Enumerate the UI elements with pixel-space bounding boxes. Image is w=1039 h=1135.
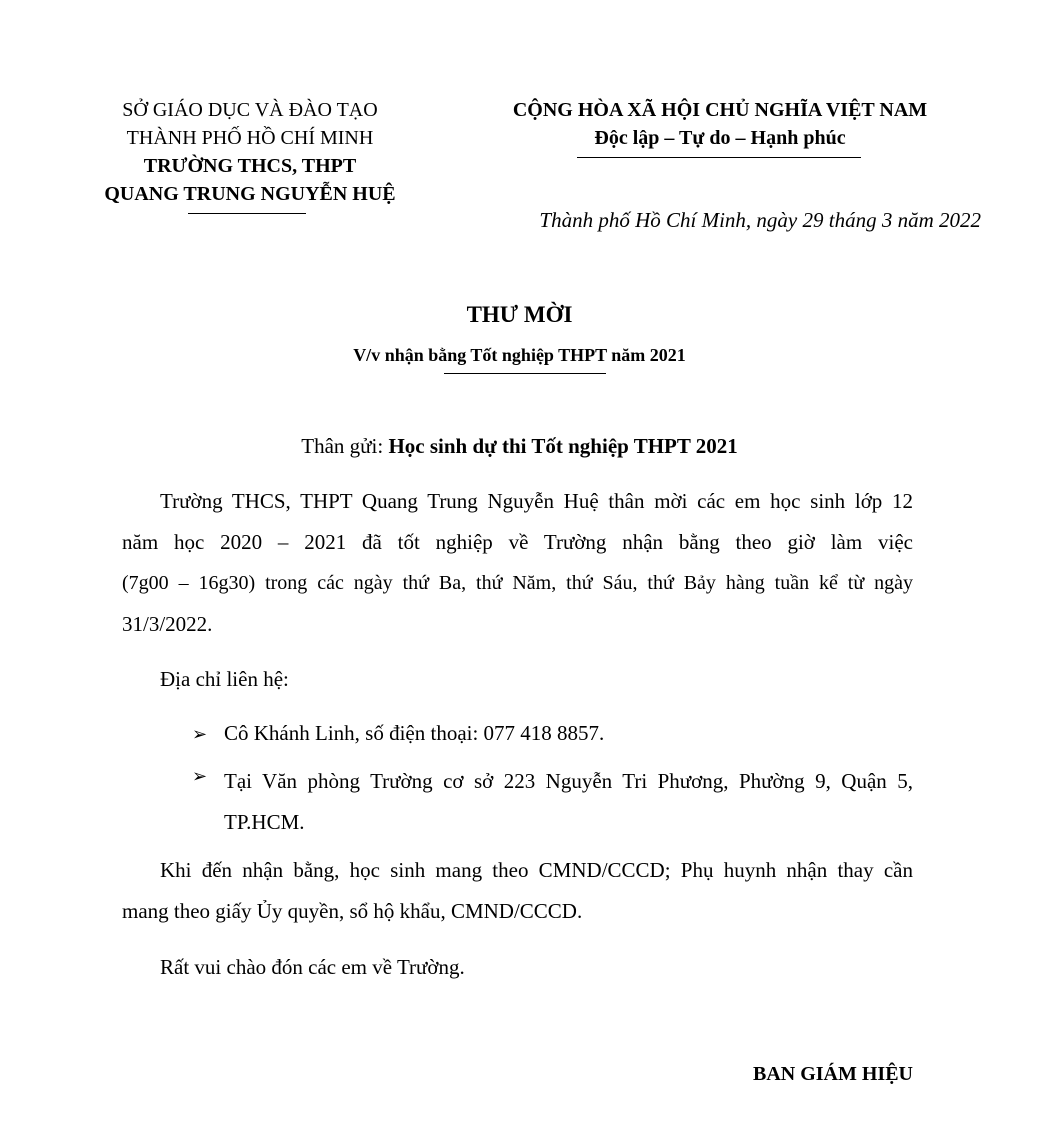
country-name: CỘNG HÒA XÃ HỘI CHỦ NGHĨA VIỆT NAM <box>512 99 928 121</box>
invitation-paragraph <box>122 481 913 645</box>
motto: Độc lập – Tự do – Hạnh phúc <box>594 127 846 149</box>
contact-label: Địa chỉ liên hệ: <box>160 667 289 691</box>
paragraph-line: mang theo giấy Ủy quyền, sổ hộ khẩu, CMND/CCCD. <box>122 899 583 923</box>
paragraph-line: Trường THCS, THPT Quang Trung Nguyễn Huệ thân mời các em học sinh lớp 12 <box>160 489 913 513</box>
date-line: Thành phố Hồ Chí Minh, ngày 29 tháng 3 năm 2022 <box>539 208 981 232</box>
paragraph-line: 31/3/2022. <box>122 612 213 636</box>
issuing-authority-block <box>90 96 410 208</box>
school-name-line1: TRƯỜNG THCS, THPT <box>143 155 357 177</box>
subject-line: V/v nhận bằng Tốt nghiệp THPT năm 2021 <box>353 345 686 365</box>
recipient-label: Thân gửi: <box>301 434 389 458</box>
recipient-line <box>0 432 1039 460</box>
paragraph-line: (7g00 – 16g30) trong các ngày thứ Ba, thứ Năm, thứ Sáu, thứ Bảy hàng tuần kể từ ngày <box>122 572 913 594</box>
paragraph-line: Khi đến nhận bằng, học sinh mang theo CMND/CCCD; Phụ huynh nhận thay cần <box>160 858 913 882</box>
requirements-paragraph <box>122 850 913 932</box>
contact-person: Cô Khánh Linh, số điện thoại: 077 418 8857. <box>224 721 605 745</box>
closing-line: Rất vui chào đón các em về Trường. <box>160 955 465 979</box>
office-address <box>224 761 913 843</box>
school-name-line2: QUANG TRUNG NGUYỄN HUỆ <box>104 183 396 205</box>
paragraph-line: năm học 2020 – 2021 đã tốt nghiệp về Trường nhận bằng theo giờ làm việc <box>122 530 913 554</box>
national-motto-block <box>500 96 940 152</box>
bullet-marker: ➢ <box>192 724 208 744</box>
recipient-value: Học sinh dự thi Tốt nghiệp THPT 2021 <box>388 434 738 458</box>
department-name: SỞ GIÁO DỤC VÀ ĐÀO TẠO <box>122 99 378 121</box>
motto-underline <box>577 157 861 158</box>
subject-underline <box>444 373 606 374</box>
left-header-underline <box>188 213 306 214</box>
signature-title: BAN GIÁM HIỆU <box>752 1063 913 1085</box>
page-title: THƯ MỜI <box>466 302 573 327</box>
address-line: TP.HCM. <box>224 810 305 834</box>
address-line: Tại Văn phòng Trường cơ sở 223 Nguyễn Tri Phương, Phường 9, Quận 5, <box>224 769 913 793</box>
bullet-marker: ➢ <box>192 766 208 786</box>
city-name: THÀNH PHỐ HỒ CHÍ MINH <box>126 127 374 149</box>
